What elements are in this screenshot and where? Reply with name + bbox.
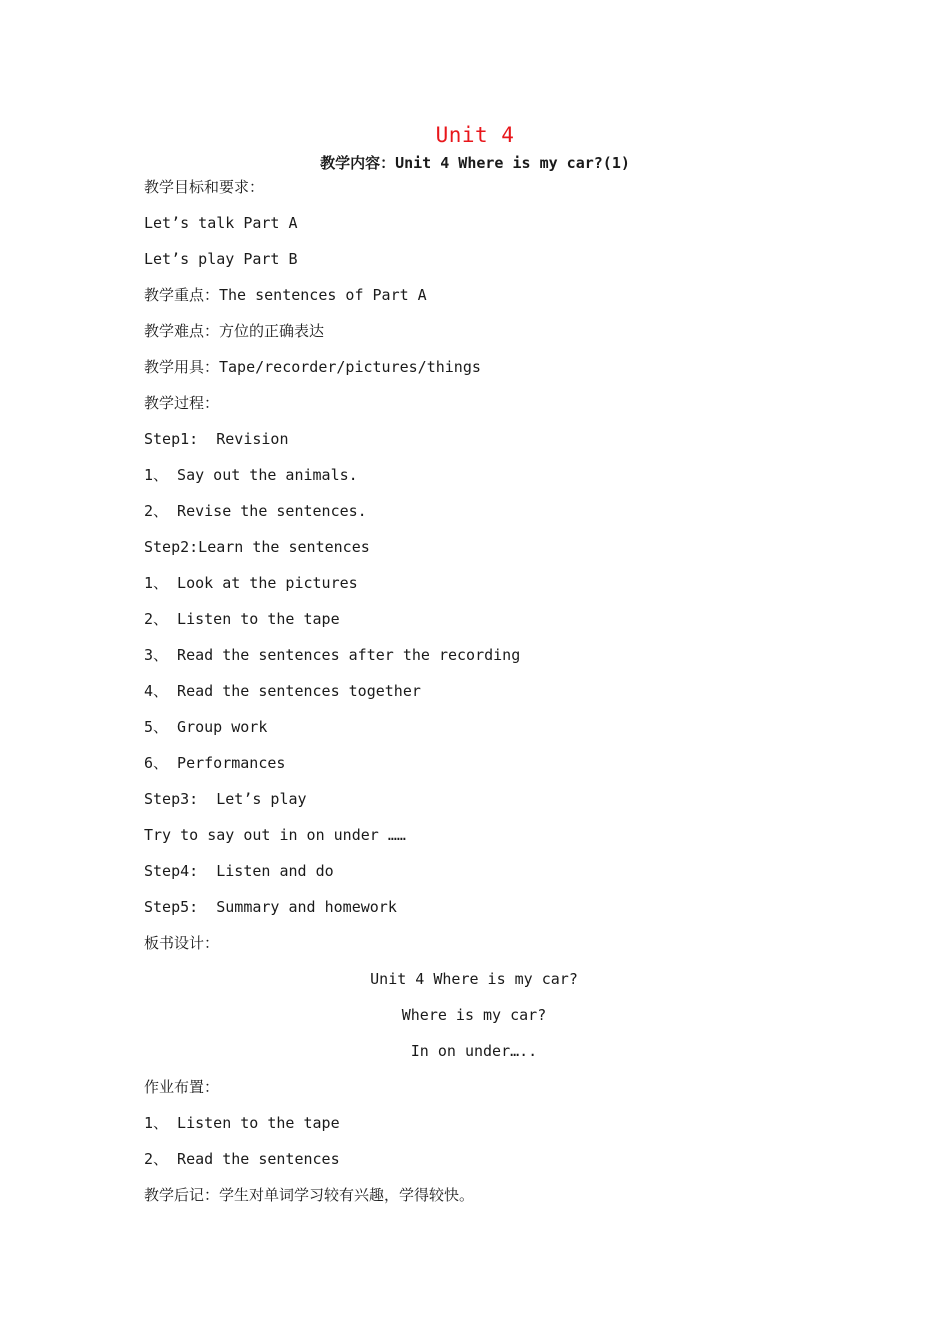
- homework-item: 1、 Listen to the tape: [144, 1114, 340, 1132]
- step-item: 1、 Say out the animals.: [144, 466, 358, 484]
- teaching-reflection: 教学后记：学生对单词学习较有兴趣，学得较快。: [144, 1186, 475, 1204]
- board-design-heading: 板书设计：: [144, 934, 220, 952]
- step-heading: Step3: Let’s play: [144, 790, 307, 808]
- document-title: Unit 4: [435, 123, 515, 147]
- teaching-aids: 教学用具：Tape/recorder/pictures/things: [144, 358, 481, 376]
- objectives-heading: 教学目标和要求：: [144, 178, 265, 196]
- board-design-line: Where is my car?: [401, 1006, 547, 1024]
- step-item: 3、 Read the sentences after the recording: [144, 646, 521, 664]
- homework-item: 2、 Read the sentences: [144, 1150, 340, 1168]
- lesson-body: [144, 176, 844, 1220]
- procedure-heading: 教学过程：: [144, 394, 220, 412]
- step-item: 2、 Listen to the tape: [144, 610, 340, 628]
- objective-item: Let’s play Part B: [144, 250, 298, 268]
- step-heading: Step5: Summary and homework: [144, 898, 397, 916]
- step-heading: Step2:Learn the sentences: [144, 538, 370, 556]
- homework-heading: 作业布置：: [144, 1078, 220, 1096]
- step-item: Try to say out in on under ……: [144, 826, 406, 844]
- step-heading: Step4: Listen and do: [144, 862, 334, 880]
- board-design-line: In on under…..: [410, 1042, 538, 1060]
- step-item: 2、 Revise the sentences.: [144, 502, 367, 520]
- step-item: 1、 Look at the pictures: [144, 574, 358, 592]
- step-heading: Step1: Revision: [144, 430, 289, 448]
- objective-item: Let’s talk Part A: [144, 214, 298, 232]
- difficult-points: 教学难点：方位的正确表达: [144, 322, 325, 340]
- step-item: 6、 Performances: [144, 754, 286, 772]
- step-item: 4、 Read the sentences together: [144, 682, 421, 700]
- key-points: 教学重点：The sentences of Part A: [144, 286, 427, 304]
- lesson-content-heading: 教学内容：Unit 4 Where is my car?(1): [320, 154, 630, 172]
- step-item: 5、 Group work: [144, 718, 268, 736]
- board-design-line: Unit 4 Where is my car?: [370, 970, 578, 988]
